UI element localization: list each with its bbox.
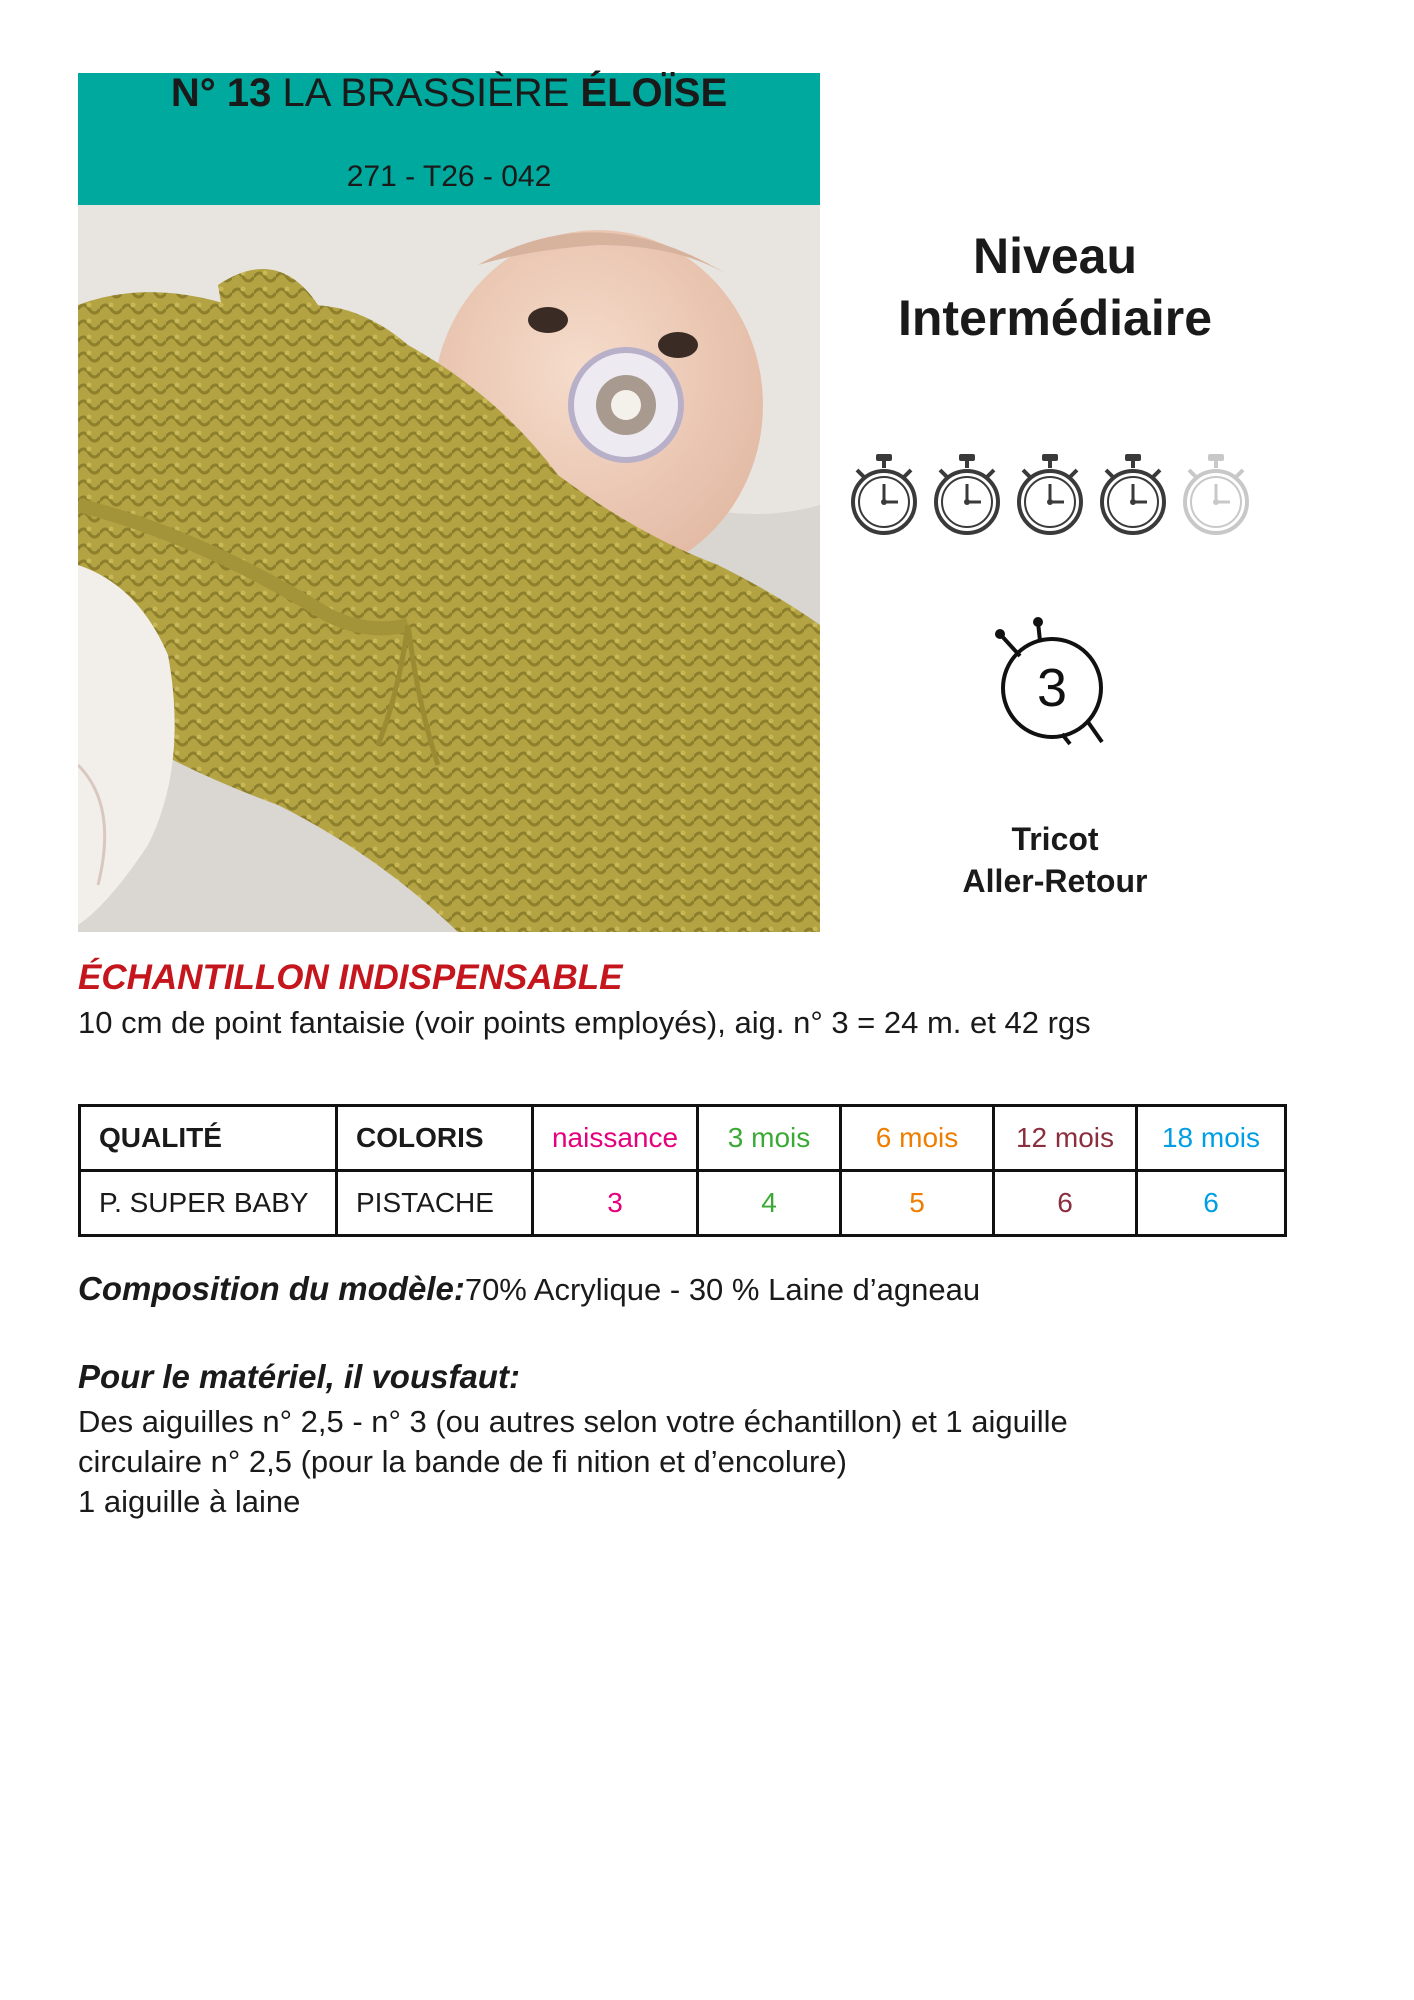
cell-color: PISTACHE: [337, 1171, 533, 1236]
cell-quantity: 3: [533, 1171, 698, 1236]
cell-quantity: 5: [841, 1171, 994, 1236]
header-size: 6 mois: [841, 1106, 994, 1171]
difficulty-rating: [848, 452, 1258, 542]
technique-line-2: Aller-Retour: [962, 863, 1148, 899]
composition-value: 70% Acrylique - 30 % Laine d’agneau: [464, 1272, 981, 1307]
header-size: 18 mois: [1137, 1106, 1286, 1171]
level-label: Niveau: [973, 228, 1137, 284]
table-row: [80, 1171, 1286, 1236]
knitting-needle-icon: [990, 616, 1120, 746]
cell-quantity: 6: [994, 1171, 1137, 1236]
material-line: circulaire n° 2,5 (pour la bande de fi nition et d’encolure): [78, 1444, 847, 1479]
pattern-reference: 271 - T26 - 042: [346, 160, 552, 193]
technique-line-1: Tricot: [1011, 821, 1099, 857]
yarn-quantity-table: [78, 1104, 1287, 1237]
material-title: Pour le matériel, il vousfaut:: [78, 1358, 520, 1395]
header-size: 12 mois: [994, 1106, 1137, 1171]
gauge-title: ÉCHANTILLON INDISPENSABLE: [78, 958, 623, 997]
stopwatch-icon: [1014, 452, 1086, 536]
stopwatch-icon: [1097, 452, 1169, 536]
header-quality: QUALITÉ: [80, 1106, 337, 1171]
stopwatch-icon: [848, 452, 920, 536]
cell-quantity: 6: [1137, 1171, 1286, 1236]
header-size: naissance: [533, 1106, 698, 1171]
cell-quantity: 4: [698, 1171, 841, 1236]
cell-quality: P. SUPER BABY: [80, 1171, 337, 1236]
knitting-technique: [880, 818, 1230, 902]
material-line: Des aiguilles n° 2,5 - n° 3 (ou autres selon votre échantillon) et 1 aiguille: [78, 1404, 1068, 1439]
composition-label: Composition du modèle:: [78, 1270, 465, 1307]
header-color: COLORIS: [337, 1106, 533, 1171]
header-size: 3 mois: [698, 1106, 841, 1171]
pattern-type: LA BRASSIÈRE: [282, 71, 570, 115]
material-line: 1 aiguille à laine: [78, 1484, 301, 1519]
needle-size: 3: [1036, 658, 1068, 718]
pattern-number: N° 13: [170, 71, 272, 115]
stopwatch-icon: [1180, 452, 1252, 536]
difficulty-level: [840, 225, 1270, 349]
baby-photo: [78, 205, 820, 932]
table-header-row: [80, 1106, 1286, 1171]
level-value: Intermédiaire: [897, 290, 1212, 346]
pattern-name: ÉLOÏSE: [580, 71, 728, 115]
stopwatch-icon: [931, 452, 1003, 536]
pattern-title: [78, 70, 820, 116]
composition: [78, 1270, 980, 1308]
material-list: [78, 1402, 1068, 1522]
gauge-text: 10 cm de point fantaisie (voir points employés), aig. n° 3 = 24 m. et 42 rgs: [78, 1005, 1091, 1040]
